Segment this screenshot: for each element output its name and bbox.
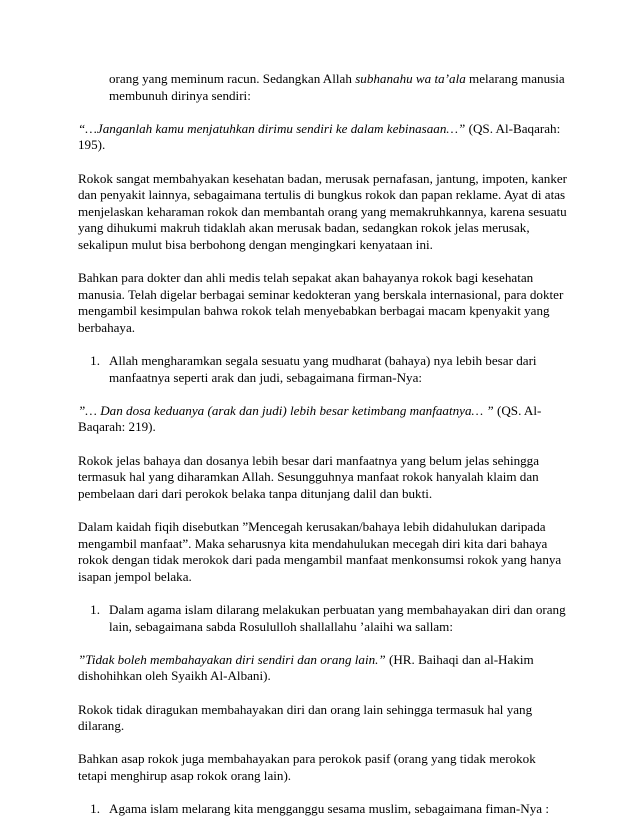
hadith-quote — [78, 652, 568, 685]
list-number: 1. — [90, 801, 100, 817]
quran-quote-1 — [78, 121, 568, 154]
list-text: Agama islam melarang kita mengganggu sesama muslim, sebagaimana fiman-Nya : — [109, 801, 549, 817]
list-item-3 — [78, 801, 568, 818]
paragraph-passive-smokers: Bahkan asap rokok juga membahayakan para perokok pasif (orang yang tidak merokok tetapi menghirup asap rokok orang lain). — [78, 751, 536, 783]
list-number: 1. — [90, 353, 100, 369]
quote-text: ”Tidak boleh membahayakan diri sendiri dan orang lain.” — [78, 651, 386, 667]
quote-reference: (HR. Baihaqi dan al-Hakim dishohihkan oleh Syaikh Al-Albani). — [78, 651, 534, 684]
paragraph-continuation — [109, 71, 568, 104]
paragraph-health-harm: Rokok sangat membahyakan kesehatan badan, merusak pernafasan, jantung, impoten, kanker dan penyakit lainnya, sebagaimana tertulis di bungkus rokok dan papan reklame. Ayat di atas menjelaskan keharaman rokok dan membantah orang yang memakruhkannya, karena sesuatu yang dihukumi makruh tidaklah akan merusak badan, sedangkan rokok jelas merusak, sekalipun mulut bisa berbohong dengan mengingkari kenyataan ini. — [78, 170, 568, 252]
text-run: orang yang meminum racun. Sedangkan Allah — [109, 71, 356, 86]
quote-reference: (QS. Al-Baqarah: 195). — [78, 120, 561, 153]
paragraph-harm-others: Rokok tidak diragukan membahayakan diri dan orang lain sehingga termasuk hal yang dilarang. — [78, 701, 533, 734]
list-text: Allah mengharamkan segala sesuatu yang mudharat (bahaya) nya lebih besar dari manfaatnya seperti arak dan judi, sebagaimana firman-Nya: — [109, 353, 537, 385]
paragraph-doctors: Bahkan para dokter dan ahli medis telah sepakat akan bahayanya rokok bagi kesehatan manusia. Telah digelar berbagai seminar kedokteran yang berskala internasional, para dokter mengambil kesimpulan bahwa rokok telah menyebabkan berbagai macam kpenyakit yang berbahaya. — [78, 270, 564, 335]
list-number: 1. — [90, 602, 100, 617]
italic-phrase: subhanahu wa ta’ala — [355, 71, 466, 86]
quote-reference: (QS. Al-Baqarah: 219). — [78, 402, 542, 435]
text-run: melarang manusia membunuh dirinya sendiri: — [109, 71, 565, 103]
quote-text: “…Janganlah kamu menjatuhkan dirimu sendiri ke dalam kebinasaan…” — [78, 120, 466, 136]
paragraph-sin-greater: Rokok jelas bahaya dan dosanya lebih besar dari manfaatnya yang belum jelas sehingga termasuk hal yang diharamkan Allah. Sesungguhnya manfaat rokok hanyalah klaim dan pembelaan dari dari perokok belaka tanpa ditunjang dalil dan bukti. — [78, 452, 540, 501]
paragraph-fiqh-rule: Dalam kaidah fiqih disebutkan ”Mencegah kerusakan/bahaya lebih didahulukan daripada mengambil manfaat”. Maka seharusnya kita mendahulukan mecegah diri kita dari bahaya rokok dengan tidak merokok dari pada mengambil manfaat menkonsumsi rokok yang hanya isapan jempol belaka. — [78, 519, 562, 584]
list-text: Dalam agama islam dilarang melakukan perbuatan yang membahayakan diri dan orang lain, sebagaimana sabda Rosululloh shallallahu ’alaihi wa sallam: — [109, 602, 566, 634]
list-item-2 — [78, 602, 568, 635]
document-page — [78, 71, 568, 834]
quote-text: ”… Dan dosa keduanya (arak dan judi) lebih besar ketimbang manfaatnya… ” — [78, 402, 494, 418]
list-item-1 — [78, 353, 568, 386]
quran-quote-2 — [78, 403, 568, 436]
